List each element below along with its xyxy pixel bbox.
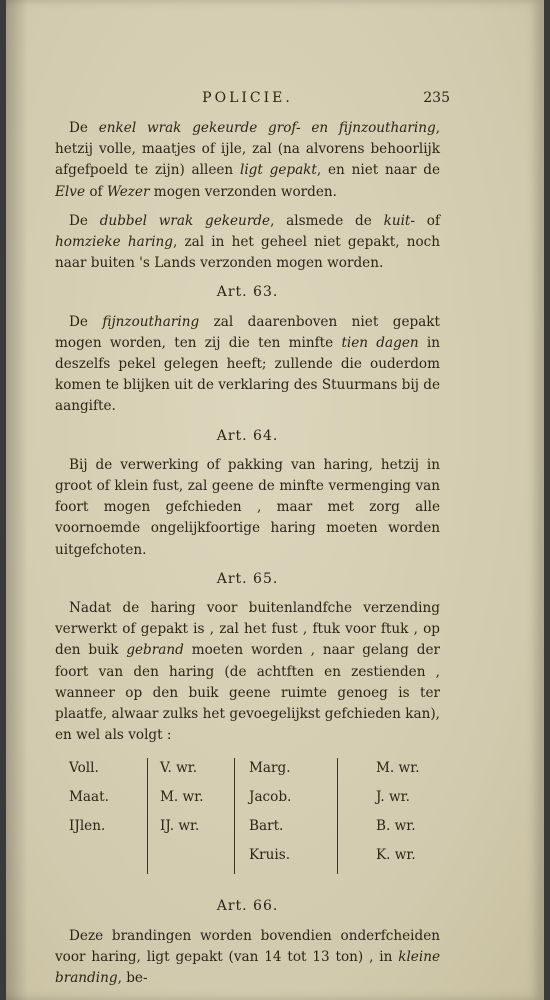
table-cell: J. wr.: [376, 789, 410, 806]
table-cell: B. wr.: [376, 818, 416, 835]
article-66-text: Deze brandingen worden bovendien onderfcheiden voor haring, ligt gepakt (van 14 tot 13 ton) , in kleine branding, be-: [55, 927, 440, 987]
table-cell: Bart.: [235, 816, 338, 845]
table-cell: M. wr.: [148, 787, 235, 816]
article-64-text: Bij de verwerking of pakking van haring, hetzij in groot of klein fust, zal geene de minfte vermenging van foort mogen gefchieden , maar met zorg alle voornoemde ongelijkfoortige haring moeten worden uitgefchoten.: [55, 456, 440, 558]
article-63-text: De fijnzoutharing zal daarenboven niet gepakt mogen worden, ten zij die ten minfte tien dagen in deszelfs pekel gelegen heeft; zullende die ouderdom komen te blijken uit de verklaring des Stuurmans bij de aangifte.: [55, 313, 440, 415]
table-cell: M. wr.: [376, 760, 420, 777]
table-cell: Maat.: [69, 789, 109, 806]
table-cell: IJ. wr.: [148, 816, 235, 845]
page-text: [55, 88, 450, 997]
article-66-heading: Art. 66.: [216, 898, 279, 915]
table-cell: K. wr.: [376, 847, 416, 864]
table-cell: [55, 845, 148, 874]
article-64-heading: Art. 64.: [216, 427, 279, 444]
table-cell: V. wr.: [148, 758, 235, 787]
running-title: POLICIE.: [202, 90, 293, 106]
article-63-heading: Art. 63.: [216, 284, 279, 301]
page-spine-shadow: [6, 0, 28, 1000]
table-cell: Marg.: [235, 758, 338, 787]
table-cell: Voll.: [69, 760, 99, 777]
table-cell: IJlen.: [69, 818, 106, 835]
book-page: [6, 0, 544, 1000]
brand-table: [55, 758, 440, 874]
page-header: [55, 88, 450, 114]
article-65-heading: Art. 65.: [216, 570, 279, 587]
table-row: [55, 816, 440, 845]
table-row: [55, 845, 440, 874]
page-number: 235: [423, 90, 450, 106]
table-cell: Jacob.: [235, 787, 338, 816]
table-cell: [148, 845, 235, 874]
table-row: [55, 787, 440, 816]
table-row: [55, 758, 440, 787]
paragraph-enkel-wrak: De enkel wrak gekeurde grof- en fijnzoutharing, hetzij volle, maatjes of ijle, zal (na alvorens behoorlijk afgefpoeld te zijn) alleen ligt gepakt, en niet naar de Elve of Wezer mogen verzonden worden.: [55, 120, 441, 200]
article-65-text: Nadat de haring voor buitenlandfche verzending verwerkt of gepakt is , zal het fust , ftuk voor ftuk , op den buik gebrand moeten worden , naar gelang der foort van den haring (de achtften en zestienden , wanneer op den buik geene ruimte genoeg is ter plaatfe, alwaar zulks het gevoegelijkst gefchieden kan), en wel als volgt :: [55, 600, 441, 744]
paragraph-dubbel-wrak: De dubbel wrak gekeurde, alsmede de kuit- of homzieke haring, zal in het geheel niet gepakt, noch naar buiten 's Lands verzonden mogen worden.: [55, 212, 440, 272]
table-cell: Kruis.: [235, 845, 338, 874]
